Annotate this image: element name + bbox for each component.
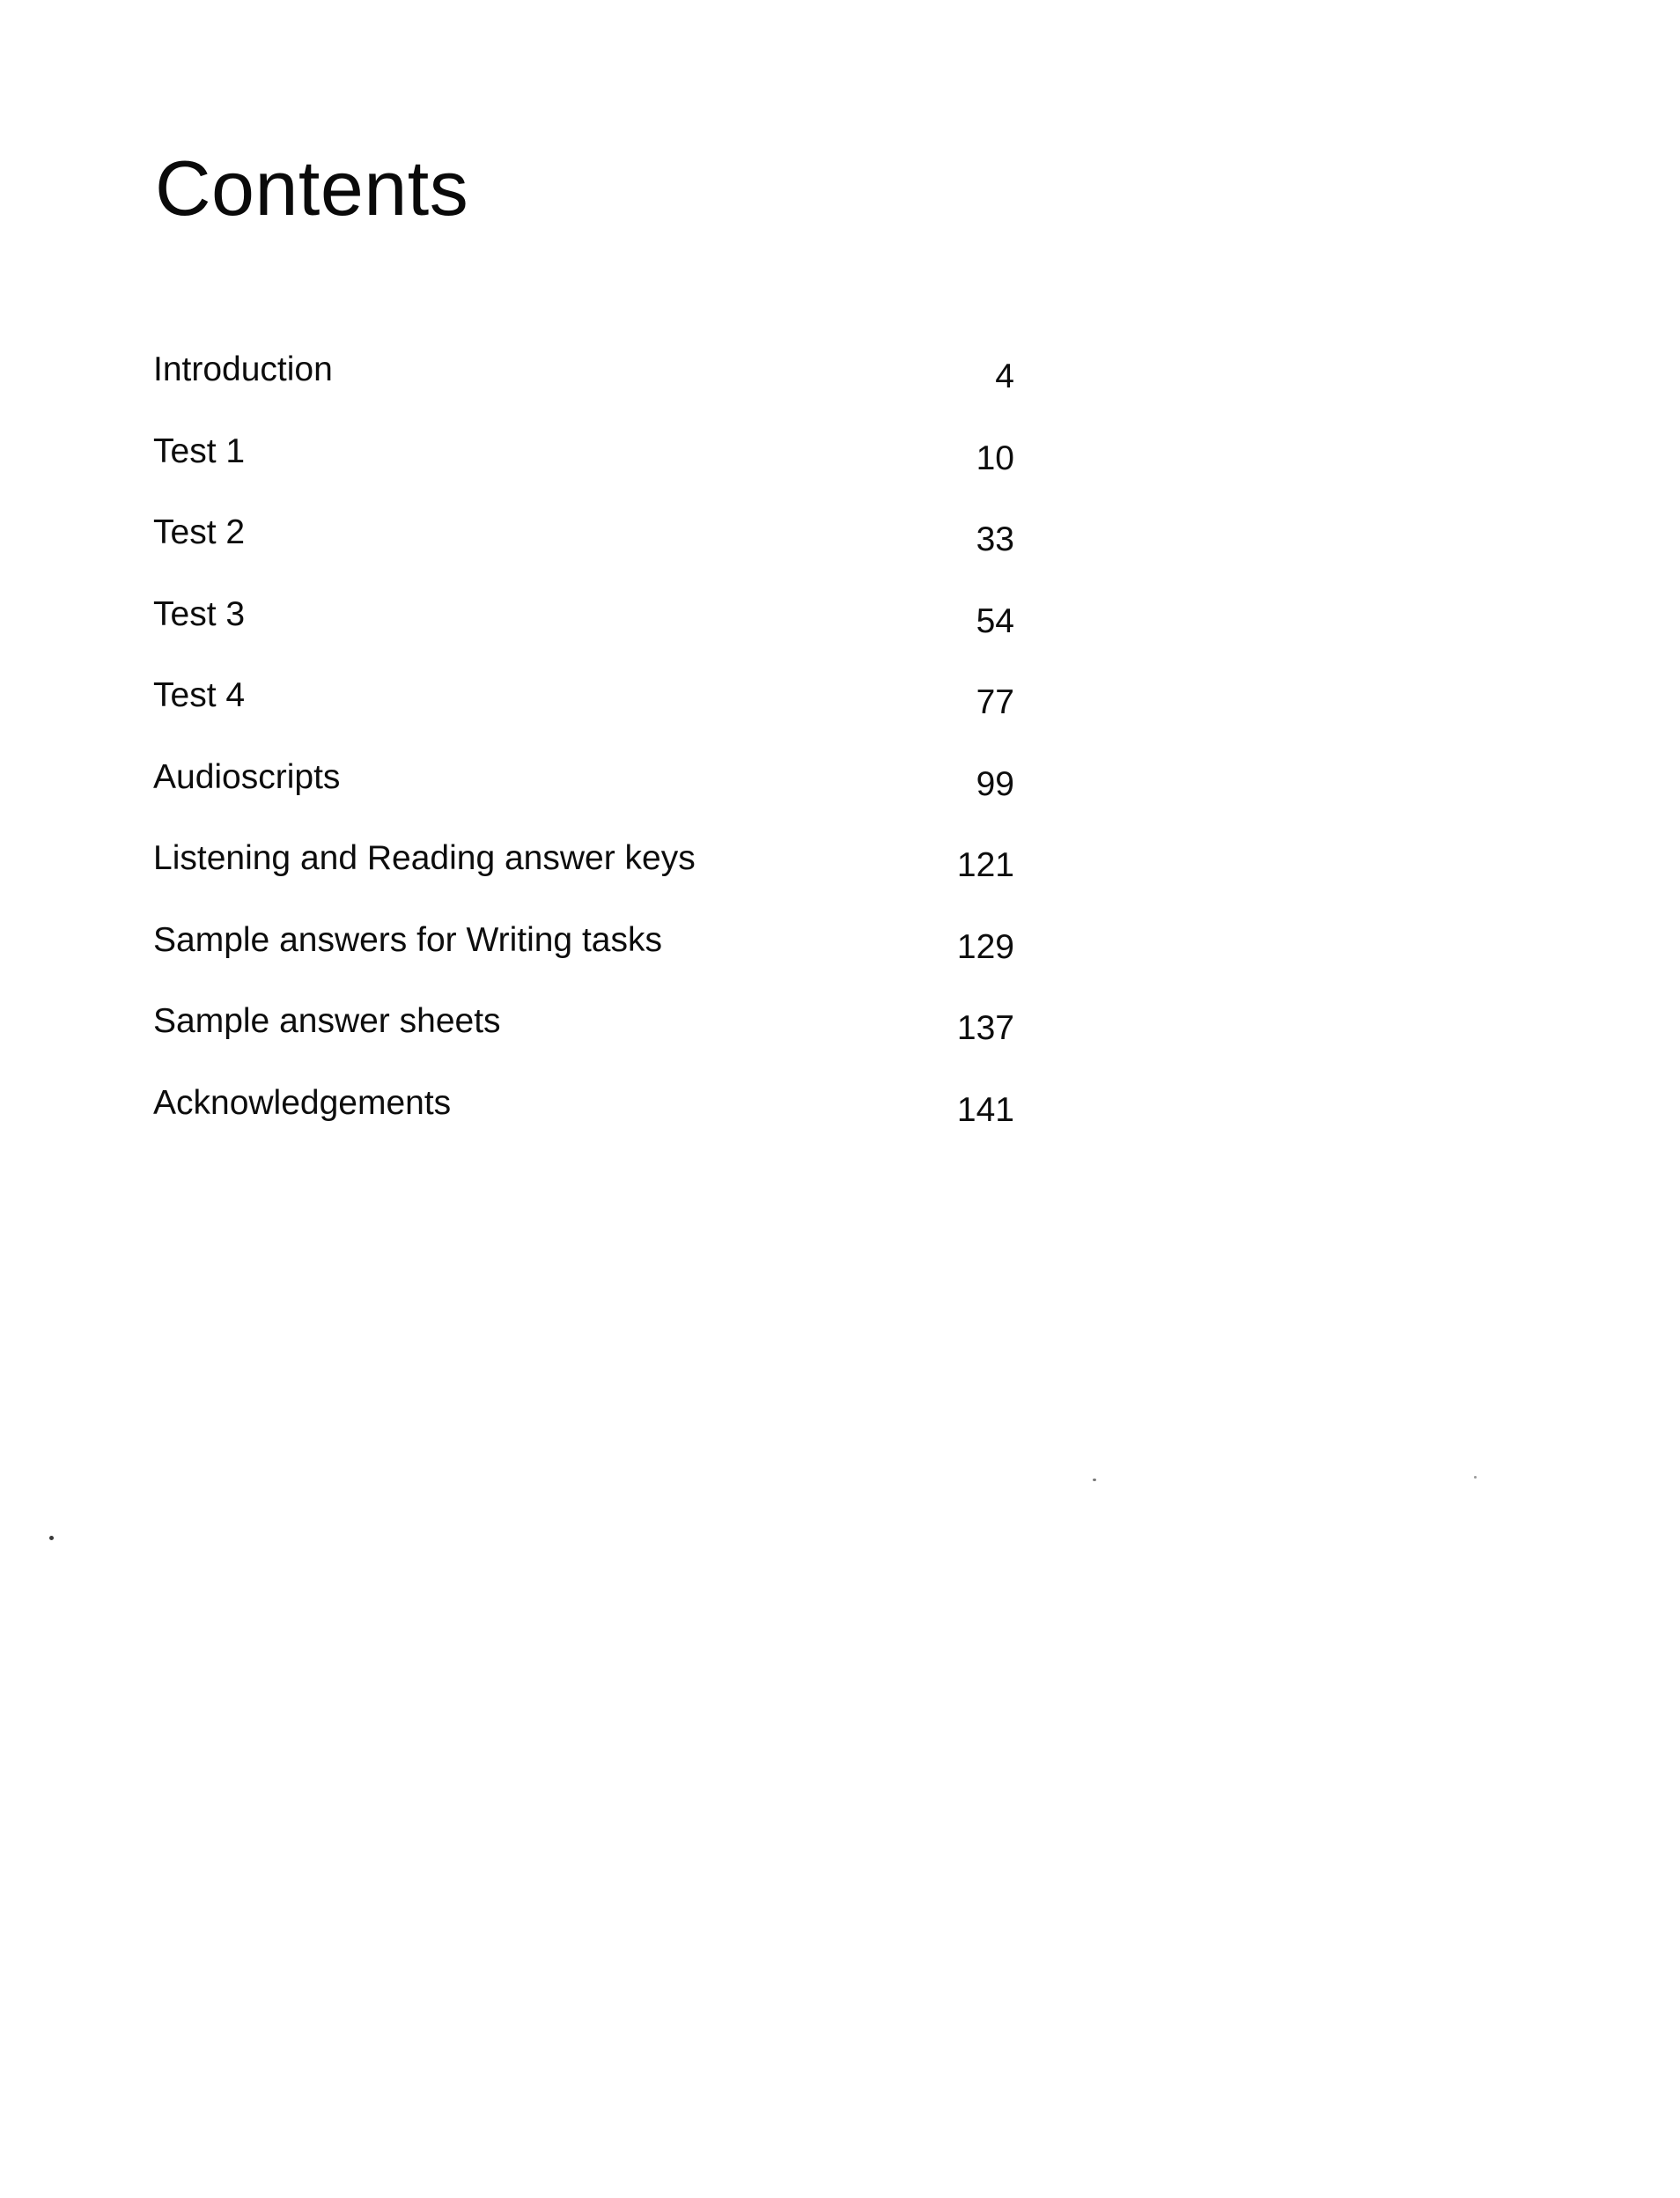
toc-entry-page-number: 121 — [956, 846, 1014, 884]
toc-entry-label: Sample answers for Writing tasks — [153, 920, 662, 959]
toc-entry-introduction — [151, 347, 1032, 429]
toc-entry-page-number: 99 — [976, 764, 1014, 803]
toc-entry-page-number: 129 — [956, 927, 1014, 966]
scan-speck — [1093, 1479, 1096, 1481]
toc-entry-label: Acknowledgements — [153, 1083, 452, 1122]
table-of-contents — [151, 347, 1032, 1162]
toc-entry-sample-answer-sheets — [151, 999, 1032, 1081]
toc-entry-page-number: 33 — [976, 520, 1014, 558]
toc-entry-label: Test 1 — [153, 431, 246, 470]
toc-entry-label: Sample answer sheets — [153, 1002, 501, 1040]
toc-entry-page-number: 4 — [995, 358, 1014, 395]
scan-speck — [49, 1536, 54, 1540]
toc-entry-label: Introduction — [153, 350, 333, 388]
toc-entry-test-3 — [151, 592, 1032, 674]
toc-entry-label: Test 2 — [153, 513, 246, 551]
toc-entry-test-2 — [151, 510, 1032, 592]
toc-entry-page-number: 10 — [976, 439, 1014, 477]
scan-speck — [1474, 1476, 1477, 1479]
toc-entry-label: Test 3 — [153, 594, 246, 633]
toc-entry-page-number: 77 — [976, 683, 1014, 721]
toc-entry-page-number: 54 — [976, 601, 1014, 640]
page-title: Contents — [155, 144, 469, 232]
toc-entry-page-number: 141 — [956, 1090, 1014, 1129]
toc-entry-test-1 — [151, 429, 1032, 511]
toc-entry-test-4 — [151, 673, 1032, 755]
toc-entry-label: Test 4 — [153, 676, 246, 714]
toc-entry-label: Audioscripts — [153, 757, 341, 796]
toc-entry-audioscripts — [151, 755, 1032, 837]
toc-entry-page-number: 137 — [956, 1009, 1014, 1047]
toc-entry-answer-keys — [151, 836, 1032, 918]
toc-entry-sample-writing-answers — [151, 918, 1032, 999]
toc-entry-label: Listening and Reading answer keys — [153, 839, 696, 877]
toc-entry-acknowledgements — [151, 1081, 1032, 1162]
